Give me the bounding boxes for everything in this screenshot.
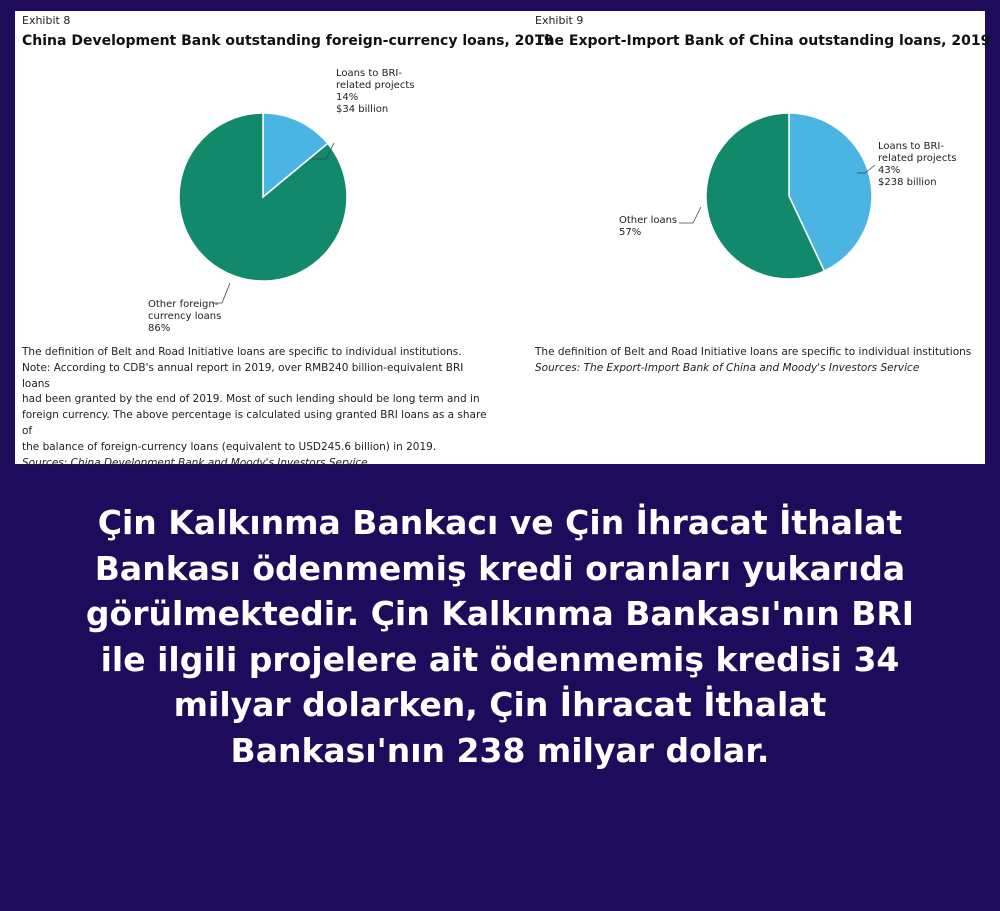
exhibit-8: [22, 11, 554, 469]
slice-label-bri: Loans to BRI- related projects 14% $34 billion: [336, 68, 415, 115]
caption-line: Bankası'nın 238 milyar dolar.: [230, 730, 770, 770]
caption-line: görülmektedir. Çin Kalkınma Bankası'nın BRI: [85, 594, 915, 633]
note-line: The definition of Belt and Road Initiative loans are specific to individual institutions.: [22, 346, 462, 358]
exhibit-9: [535, 11, 1000, 464]
slice-label-other: Other loans 57%: [619, 215, 678, 238]
chart-source: Sources: China Development Bank and Moody's Investors Service: [22, 456, 368, 469]
note-line: had been granted by the end of 2019. Most of such lending should be long term and in: [22, 393, 480, 406]
caption-line: Çin Kalkınma Bankacı ve Çin İhracat İthalat: [97, 503, 903, 542]
slice-label-other: Other foreign- currency loans 86%: [148, 299, 222, 334]
charts-panel: [15, 11, 991, 469]
caption-text: [40, 500, 960, 773]
chart-notes: [22, 345, 492, 471]
chart-title: China Development Bank outstanding foreign-currency loans, 2019: [22, 33, 554, 49]
slice-label-bri: Loans to BRI- related projects 43% $238 billion: [878, 141, 957, 188]
caption-line: ile ilgili projelere ait ödenmemiş kredisi 34: [100, 639, 900, 679]
chart-notes: [535, 345, 1000, 377]
leader-line-other: [679, 207, 701, 223]
chart-source: Sources: The Export-Import Bank of China and Moody's Investors Service: [535, 361, 920, 374]
exhibit-number: Exhibit 9: [535, 14, 584, 27]
note-line: the balance of foreign-currency loans (equivalent to USD245.6 billion) in 2019.: [22, 440, 437, 453]
chart-title: The Export-Import Bank of China outstanding loans, 2019: [535, 33, 991, 49]
note-line: Note: According to CDB's annual report in 2019, over RMB240 billion-equivalent BRI loans: [22, 361, 464, 390]
caption-line: milyar dolarken, Çin İhracat İthalat: [173, 685, 827, 724]
note-line: foreign currency. The above percentage is calculated using granted BRI loans as a share of: [22, 409, 487, 437]
caption-line: Bankası ödenmemiş kredi oranları yukarıda: [94, 548, 906, 588]
exhibit-number: Exhibit 8: [22, 14, 71, 27]
pie-chart-cdb: [22, 61, 492, 341]
pie-chart-exim: [535, 61, 1000, 341]
note-line: The definition of Belt and Road Initiative loans are specific to individual institutions: [535, 346, 972, 358]
